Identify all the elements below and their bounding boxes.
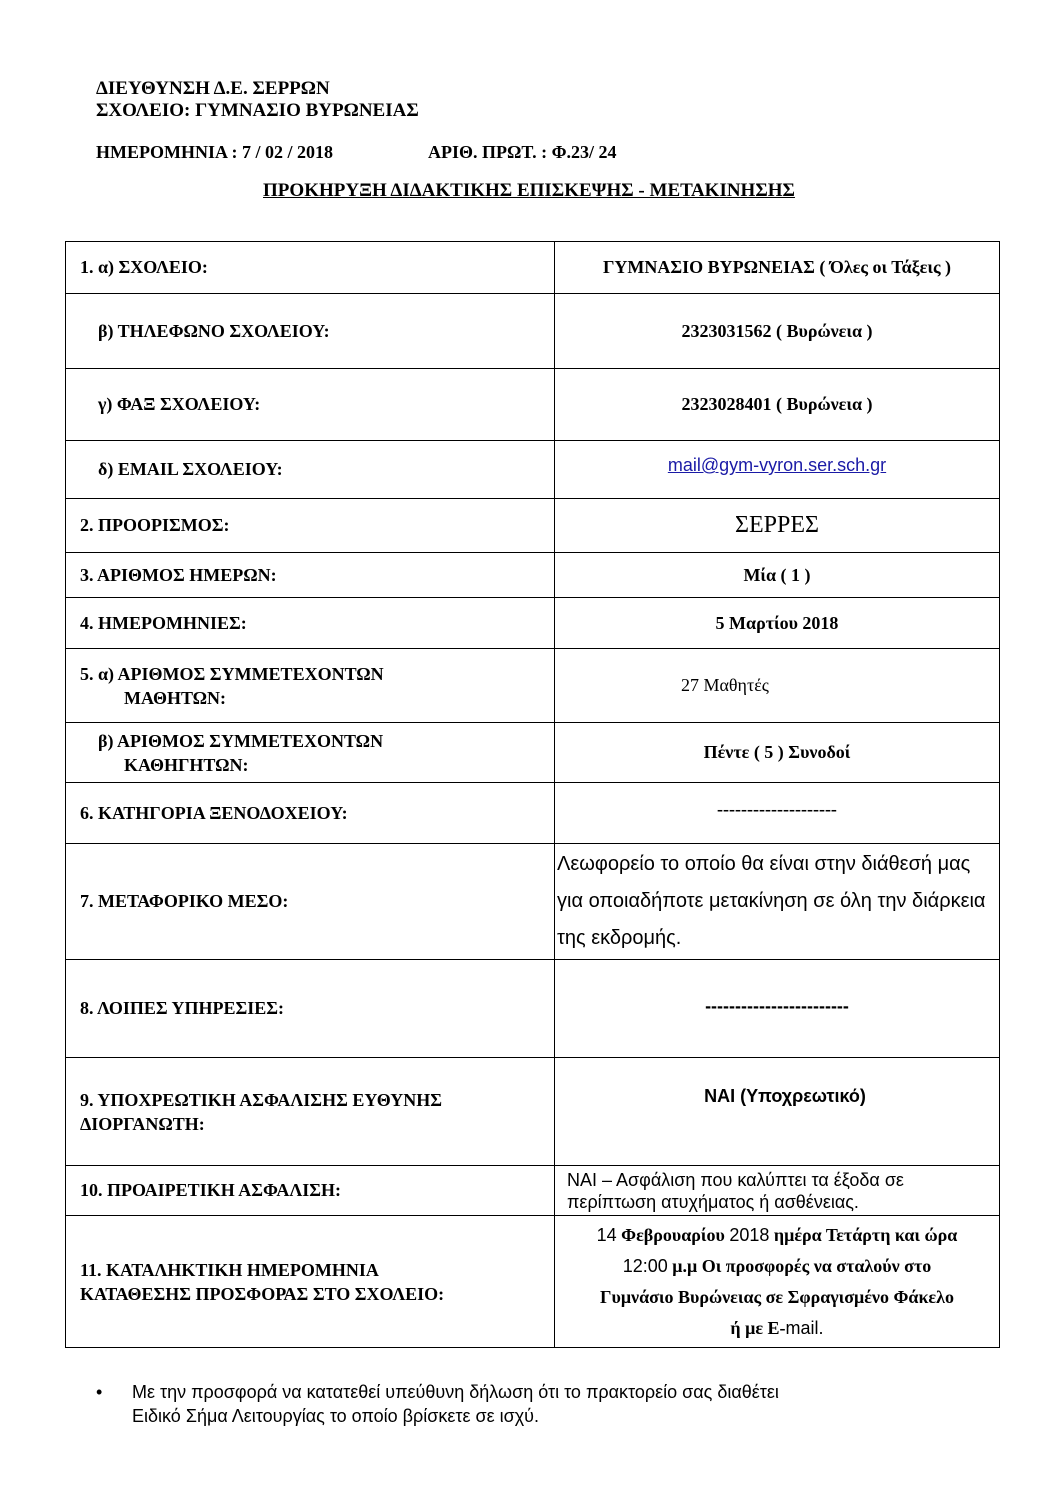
deadline-email-prefix: ή με Ε- [730,1317,786,1338]
destination-label: 2. ΠΡΟΟΡΙΣΜΟΣ: [66,499,555,553]
days-label: 3. ΑΡΙΘΜΟΣ ΗΜΕΡΩΝ: [66,553,555,598]
table-row [66,294,1000,369]
other-services-label: 8. ΛΟΙΠΕΣ ΥΠΗΡΕΣΙΕΣ: [66,960,555,1058]
school-label: 1. α) ΣΧΟΛΕΙΟ: [66,242,555,294]
fax-label: γ) ΦΑΞ ΣΧΟΛΕΙΟΥ: [98,394,261,414]
transport-line-2: για οποιαδήποτε μετακίνηση σε όλη την διάρκεια [557,890,986,912]
fax-value: 2323028401 ( Βυρώνεια ) [555,369,1000,441]
students-label: 5. α) ΑΡΙΘΜΟΣ ΣΥΜΜΕΤΕΧΟΝΤΩΝ [80,663,384,684]
phone-label: β) ΤΗΛΕΦΩΝΟ ΣΧΟΛΕΙΟΥ: [98,320,330,341]
note-line-1: Με την προσφορά να κατατεθεί υπεύθυνη δήλωση ότι το πρακτορείο σας διαθέτει [132,1382,779,1402]
deadline-label-cont: ΚΑΤΑΘΕΣΗΣ ΠΡΟΣΦΟΡΑΣ ΣΤΟ ΣΧΟΛΕΙΟ: [80,1283,445,1304]
teachers-value: Πέντε ( 5 ) Συνοδοί [555,723,1000,783]
table-row [66,1058,1000,1166]
liability-label-cont: ΔΙΟΡΓΑΝΩΤΗ: [80,1113,205,1134]
table-row [66,499,1000,553]
students-value: 27 Μαθητές [555,649,1000,723]
liability-value: ΝΑΙ (Υποχρεωτικό) [555,1058,1000,1166]
phone-value: 2323031562 ( Βυρώνεια ) [555,294,1000,369]
optional-insurance-label: 10. ΠΡΟΑΙΡΕΤΙΚΗ ΑΣΦΑΛΙΣΗ: [66,1166,555,1216]
teachers-label: β) ΑΡΙΘΜΟΣ ΣΥΜΜΕΤΕΧΟΝΤΩΝ [98,730,384,751]
table-row [66,553,1000,598]
table-row [66,783,1000,844]
deadline-day: 14 [596,1224,617,1245]
table-row [66,960,1000,1058]
hotel-label: 6. ΚΑΤΗΓΟΡΙΑ ΞΕΝΟΔΟΧΕΙΟΥ: [66,783,555,844]
email-label: δ) EMAIL ΣΧΟΛΕΙΟΥ: [98,459,283,479]
deadline-month: Φεβρουαρίου [616,1224,730,1245]
dates-value: 5 Μαρτίου 2018 [555,598,1000,649]
directorate-heading: ΔΙΕΥΘΥΝΣΗ Δ.Ε. ΣΕΡΡΩΝ [96,78,330,99]
dates-label: 4. ΗΜΕΡΟΜΗΝΙΕΣ: [66,598,555,649]
other-services-value: ------------------------ [555,960,1000,1058]
deadline-instructions: μ.μ Οι προσφορές να σταλούν στο [667,1255,932,1276]
document-title: ΠΡΟΚΗΡΥΞΗ ΔΙΔΑΚΤΙΚΗΣ ΕΠΙΣΚΕΨΗΣ - ΜΕΤΑΚΙΝΗΣΗΣ [263,180,795,201]
table-row [66,1216,1000,1348]
deadline-envelope: Γυμνάσιο Βυρώνειας σε Σφραγισμένο Φάκελο [600,1286,954,1307]
school-heading: ΣΧΟΛΕΙΟ: ΓΥΜΝΑΣΙΟ ΒΥΡΩΝΕΙΑΣ [96,100,419,121]
trip-details-table [65,241,1000,1348]
optional-insurance-line-2: περίπτωση ατυχήματος ή ασθένειας. [567,1191,859,1212]
table-row [66,441,1000,499]
note-line-2: Ειδικό Σήμα Λειτουργίας το οποίο βρίσκετε σε ισχύ. [132,1406,540,1426]
transport-line-1: Λεωφορείο το οποίο θα είναι στην διάθεσή μας [557,853,971,875]
table-row [66,649,1000,723]
table-row [66,369,1000,441]
date-line: ΗΜΕΡΟΜΗΝΙΑ : 7 / 02 / 2018 [96,142,333,162]
optional-insurance-line-1: ΝΑΙ – Ασφάλιση που καλύπτει τα έξοδα σε [567,1169,904,1190]
deadline-email-suffix: mail. [785,1317,824,1338]
transport-line-3: της εκδρομής. [557,927,682,949]
email-link[interactable]: mail@gym-vyron.ser.sch.gr [667,455,887,475]
hotel-value: -------------------- [555,783,1000,844]
deadline-label: 11. ΚΑΤΑΛΗΚΤΙΚΗ ΗΜΕΡΟΜΗΝΙΑ [80,1259,379,1280]
protocol-number: ΑΡΙΘ. ΠΡΩΤ. : Φ.23/ 24 [428,142,617,162]
table-row [66,598,1000,649]
liability-label: 9. ΥΠΟΧΡΕΩΤΙΚΗ ΑΣΦΑΛΙΣΗΣ ΕΥΘΥΝΗΣ [80,1089,442,1110]
deadline-weekday: ημέρα Τετάρτη και ώρα [769,1224,958,1245]
days-value: Μία ( 1 ) [555,553,1000,598]
table-row [66,844,1000,960]
students-label-cont: ΜΑΘΗΤΩΝ: [124,687,227,708]
bullet-icon: • [96,1382,103,1402]
deadline-year: 2018 [729,1224,770,1245]
school-value: ΓΥΜΝΑΣΙΟ ΒΥΡΩΝΕΙΑΣ ( Όλες οι Τάξεις ) [555,242,1000,294]
table-row [66,242,1000,294]
deadline-time: 12:00 [622,1255,668,1276]
teachers-label-cont: ΚΑΘΗΓΗΤΩΝ: [124,754,249,775]
table-row [66,723,1000,783]
destination-value: ΣΕΡΡΕΣ [555,499,1000,553]
table-row [66,1166,1000,1216]
transport-label: 7. ΜΕΤΑΦΟΡΙΚΟ ΜΕΣΟ: [66,844,555,960]
